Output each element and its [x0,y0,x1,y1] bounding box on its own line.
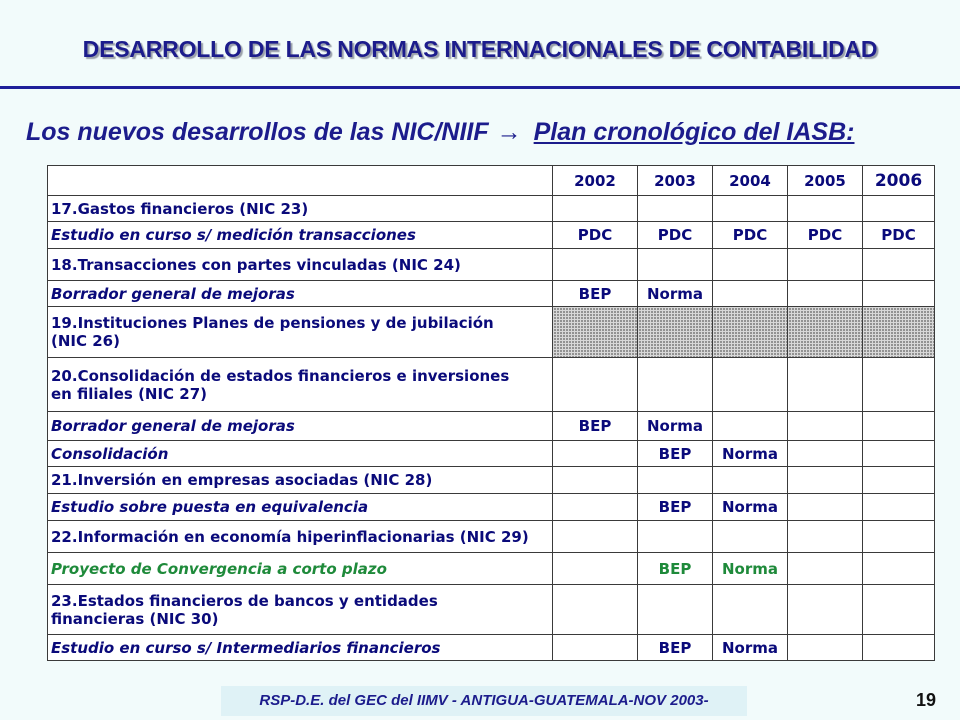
row-label: 18.Transacciones con partes vinculadas (NIC 24) [48,249,553,281]
table-cell [863,585,935,635]
footer-credit: RSP-D.E. del GEC del IIMV - ANTIGUA-GUATEMALA-NOV 2003- [221,686,747,716]
table-cell: PDC [553,222,638,249]
table-cell [788,521,863,553]
table-row [48,441,935,467]
row-label: Borrador general de mejoras [48,412,553,441]
table-cell [863,441,935,467]
table-cell [553,635,638,661]
table-cell [863,521,935,553]
table-row [48,412,935,441]
table-cell [863,412,935,441]
row-label: Borrador general de mejoras [48,281,553,307]
table-cell [553,467,638,494]
row-label [48,307,553,358]
table-row [48,281,935,307]
year-header: 2004 [713,166,788,196]
table-cell [788,441,863,467]
table-cell: BEP [638,441,713,467]
table-cell [638,196,713,222]
table-cell [638,585,713,635]
table-cell: BEP [553,281,638,307]
year-header: 2002 [553,166,638,196]
table-cell [788,467,863,494]
row-label-line: (NIC 26) [51,332,120,350]
row-label: Estudio en curso s/ Intermediarios financieros [48,635,553,661]
table-cell: PDC [638,222,713,249]
table-cell [713,412,788,441]
table-row [48,249,935,281]
table-cell [788,494,863,521]
table-cell: PDC [713,222,788,249]
table-row [48,196,935,222]
table-row [48,307,935,358]
table-row [48,222,935,249]
table-cell: Norma [713,441,788,467]
row-label: Proyecto de Convergencia a corto plazo [48,553,553,585]
table-cell [713,521,788,553]
hatched-cell [788,307,863,358]
year-header: 2003 [638,166,713,196]
table-row [48,635,935,661]
row-label [48,358,553,412]
table-cell [553,249,638,281]
row-label-line: 19.Instituciones Planes de pensiones y de jubilación [51,314,494,332]
subtitle-left: Los nuevos desarrollos de las NIC/NIIF [26,118,489,146]
table-cell [788,358,863,412]
timeline-table [47,165,935,661]
table-cell [553,441,638,467]
title-divider [0,86,960,89]
table-cell: BEP [553,412,638,441]
subtitle-right: Plan cronológico del IASB: [533,118,855,146]
year-header: 2006 [863,166,935,196]
table-cell [713,358,788,412]
hatched-cell [638,307,713,358]
table-cell [863,494,935,521]
row-label: 21.Inversión en empresas asociadas (NIC 28) [48,467,553,494]
table-cell [788,585,863,635]
table-cell: BEP [638,494,713,521]
table-cell [638,521,713,553]
table-cell [863,249,935,281]
table-cell [863,196,935,222]
table-row [48,494,935,521]
row-label-line: 20.Consolidación de estados financieros e inversiones [51,366,510,385]
row-label: Estudio en curso s/ medición transacciones [48,222,553,249]
table-cell: Norma [713,553,788,585]
table-cell [713,249,788,281]
hatched-cell [863,307,935,358]
hatched-cell [713,307,788,358]
table-cell [553,494,638,521]
table-cell [638,249,713,281]
table-row [48,358,935,412]
header-empty-cell [48,166,553,196]
table-cell: BEP [638,553,713,585]
table-cell: Norma [638,412,713,441]
table-cell: PDC [863,222,935,249]
table-cell [713,467,788,494]
row-label: Consolidación [48,441,553,467]
row-label [48,585,553,635]
table-cell: Norma [638,281,713,307]
table-cell [788,412,863,441]
table-row [48,467,935,494]
year-header: 2005 [788,166,863,196]
table-cell: Norma [713,635,788,661]
header-row [48,166,935,196]
table-cell [863,553,935,585]
hatched-cell [553,307,638,358]
table-cell: Norma [713,494,788,521]
table-cell [553,553,638,585]
table-cell [863,358,935,412]
table-cell [713,585,788,635]
page-number: 19 [916,690,937,710]
table-cell: BEP [638,635,713,661]
table-cell [788,196,863,222]
row-label-line: 23.Estados financieros de bancos y entidades [51,591,438,610]
row-label: 22.Información en economía hiperinflacionarias (NIC 29) [48,521,553,553]
table-cell [553,521,638,553]
row-label: Estudio sobre puesta en equivalencia [48,494,553,521]
row-label: 17.Gastos financieros (NIC 23) [48,196,553,222]
table-row [48,585,935,635]
arrow-right-icon: → [496,118,522,146]
table-cell [713,281,788,307]
table-row [48,521,935,553]
row-label-line: en filiales (NIC 27) [51,384,208,403]
slide-subtitle [26,118,855,147]
table-cell [863,281,935,307]
table-cell [553,196,638,222]
table-cell [553,358,638,412]
table-row [48,553,935,585]
table-cell [788,635,863,661]
table-cell [863,635,935,661]
table-cell [788,249,863,281]
row-label-line: financieras (NIC 30) [51,609,219,628]
table-cell [638,358,713,412]
table-cell [863,467,935,494]
table-cell [788,553,863,585]
table-cell [553,585,638,635]
slide-title: DESARROLLO DE LAS NORMAS INTERNACIONALES DE CONTABILIDAD [82,36,878,62]
table-cell [713,196,788,222]
table-cell [788,281,863,307]
table-cell [638,467,713,494]
table-cell: PDC [788,222,863,249]
